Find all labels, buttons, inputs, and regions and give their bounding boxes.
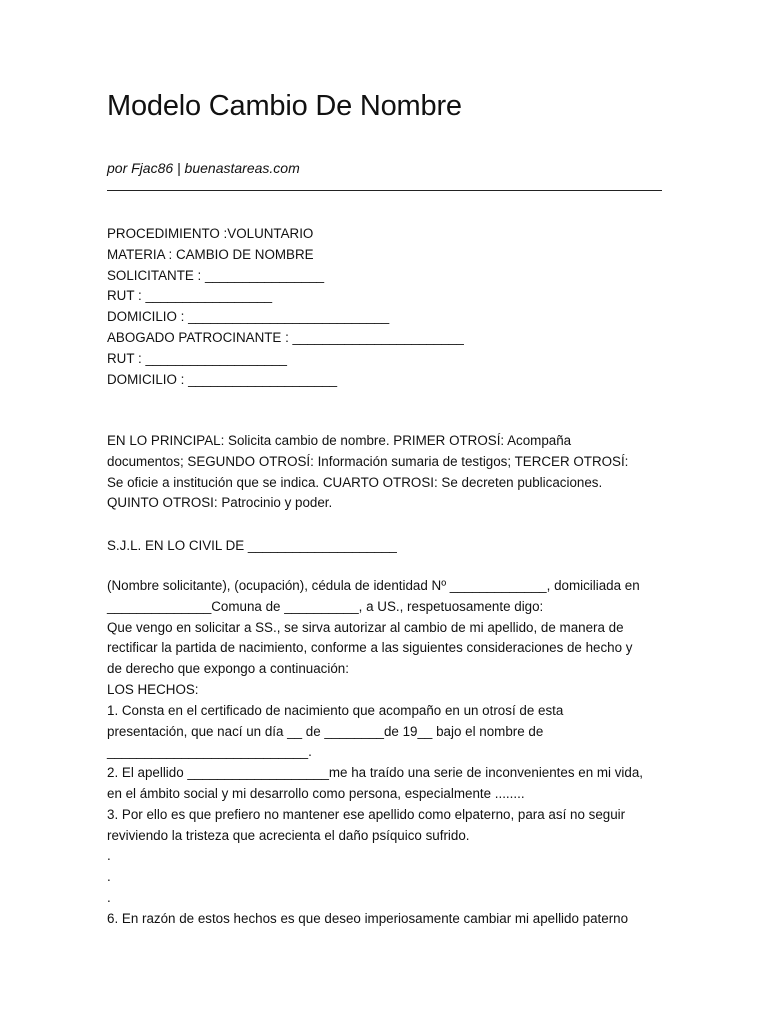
ellipsis-line: . bbox=[107, 848, 111, 864]
meta-line: MATERIA : CAMBIO DE NOMBRE bbox=[107, 246, 314, 262]
body-line: Que vengo en solicitar a SS., se sirva autorizar al cambio de mi apellido, de manera de bbox=[107, 619, 624, 635]
document-byline: por Fjac86 | buenastareas.com bbox=[107, 160, 300, 176]
body-line: 3. Por ello es que prefiero no mantener ese apellido como elpaterno, para así no seguir bbox=[107, 806, 626, 822]
court-address bbox=[107, 536, 662, 557]
body-line: ______________Comuna de __________, a US., respetuosamente digo: bbox=[107, 598, 544, 614]
meta-line: RUT : _________________ bbox=[107, 288, 273, 304]
meta-line: ABOGADO PATROCINANTE : _______________________ bbox=[107, 329, 464, 345]
body-line: reviviendo la tristeza que acrecienta el daño psíquico sufrido. bbox=[107, 827, 470, 843]
ellipsis-line: . bbox=[107, 889, 111, 905]
meta-line: DOMICILIO : ___________________________ bbox=[107, 309, 390, 325]
body-line: 2. El apellido ___________________me ha traído una serie de inconvenientes en mi vida, bbox=[107, 765, 644, 781]
body-line: presentación, que nací un día __ de ________de 19__ bajo el nombre de bbox=[107, 723, 544, 739]
meta-line: RUT : ___________________ bbox=[107, 350, 287, 366]
principal-summary bbox=[107, 431, 662, 514]
title-divider bbox=[107, 190, 662, 191]
meta-line: SOLICITANTE : ________________ bbox=[107, 267, 325, 283]
principal-line: documentos; SEGUNDO OTROSÍ: Información sumaria de testigos; TERCER OTROSÍ: bbox=[107, 453, 629, 469]
body-line: (Nombre solicitante), (ocupación), cédula de identidad Nº _____________, domiciliada en bbox=[107, 578, 640, 593]
body-line: en el ámbito social y mi desarrollo como persona, especialmente ........ bbox=[107, 785, 525, 801]
principal-line: EN LO PRINCIPAL: Solicita cambio de nombre. PRIMER OTROSÍ: Acompaña bbox=[107, 433, 572, 448]
ellipsis-line: . bbox=[107, 869, 111, 885]
section-heading: LOS HECHOS: bbox=[107, 681, 199, 697]
meta-line: PROCEDIMIENTO :VOLUNTARIO bbox=[107, 226, 314, 241]
case-details bbox=[107, 224, 662, 390]
petition-body bbox=[107, 576, 662, 930]
body-line: ___________________________. bbox=[107, 744, 312, 760]
body-line: rectificar la partida de nacimiento, conforme a las siguientes consideraciones de hecho y bbox=[107, 640, 633, 656]
principal-line: QUINTO OTROSI: Patrocinio y poder. bbox=[107, 495, 333, 511]
body-line: 6. En razón de estos hechos es que deseo imperiosamente cambiar mi apellido paterno bbox=[107, 910, 629, 926]
meta-line: DOMICILIO : ____________________ bbox=[107, 371, 338, 387]
principal-line: Se oficie a institución que se indica. CUARTO OTROSI: Se decreten publicaciones. bbox=[107, 474, 603, 490]
body-line: de derecho que expongo a continuación: bbox=[107, 661, 349, 677]
document-title: Modelo Cambio De Nombre bbox=[107, 90, 462, 122]
court-line: S.J.L. EN LO CIVIL DE ____________________ bbox=[107, 538, 397, 553]
body-line: 1. Consta en el certificado de nacimiento que acompaño en un otrosí de esta bbox=[107, 702, 564, 718]
